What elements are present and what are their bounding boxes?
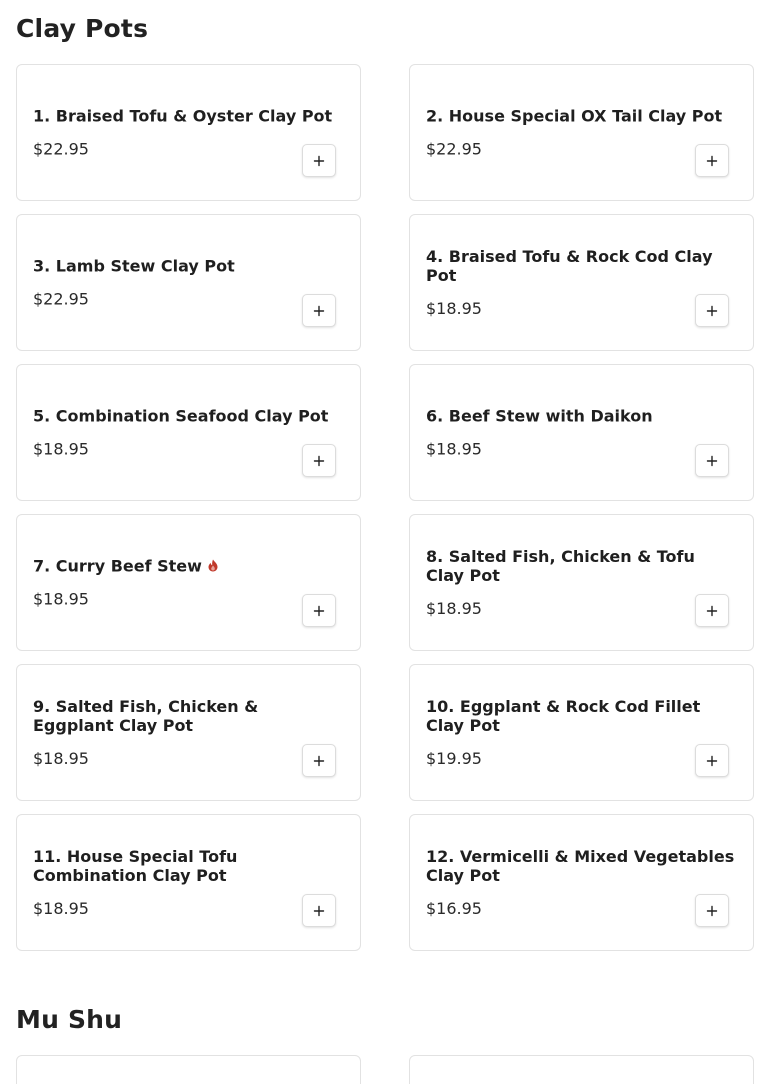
plus-icon (706, 305, 718, 317)
plus-icon (313, 605, 325, 617)
add-item-button[interactable] (302, 144, 336, 177)
menu-item-card[interactable] (409, 514, 754, 651)
menu-item-name-text: 4. Braised Tofu & Rock Cod Clay Pot (426, 246, 713, 285)
menu-item-name-text: 2. House Special OX Tail Clay Pot (426, 106, 723, 125)
chili-icon (206, 558, 220, 572)
menu-item-card[interactable] (409, 64, 754, 201)
menu-item-card[interactable] (16, 364, 361, 501)
menu-item-card[interactable] (409, 364, 754, 501)
add-item-button[interactable] (695, 294, 729, 327)
menu-item-card[interactable] (16, 514, 361, 651)
menu-item-name-text: 1. Braised Tofu & Oyster Clay Pot (33, 106, 333, 125)
add-item-button[interactable] (695, 894, 729, 927)
menu-item-card[interactable] (16, 214, 361, 351)
menu-item-price: $18.95 (33, 589, 89, 608)
menu-item-name (33, 556, 344, 575)
menu-item-name (426, 847, 737, 885)
clay-pots-grid (16, 64, 754, 951)
menu-item-price: $22.95 (33, 289, 89, 308)
add-item-button[interactable] (302, 294, 336, 327)
plus-icon (313, 905, 325, 917)
add-item-button[interactable] (695, 444, 729, 477)
menu-item-body (33, 106, 344, 159)
menu-item-name (426, 106, 737, 125)
menu-item-card[interactable] (16, 1055, 361, 1084)
add-item-button[interactable] (695, 594, 729, 627)
add-item-button[interactable] (695, 744, 729, 777)
plus-icon (313, 305, 325, 317)
menu-item-name-text: 10. Eggplant & Rock Cod Fillet Clay Pot (426, 696, 701, 735)
plus-icon (313, 455, 325, 467)
menu-item-name (33, 847, 344, 885)
menu-item-card[interactable] (409, 814, 754, 951)
menu-item-name-text: 3. Lamb Stew Clay Pot (33, 256, 235, 275)
plus-icon (706, 455, 718, 467)
menu-item-card[interactable] (409, 1055, 754, 1084)
section-title-mu-shu: Mu Shu (16, 1005, 123, 1034)
menu-item-price: $18.95 (426, 439, 482, 458)
menu-item-body (426, 247, 737, 319)
menu-item-price: $18.95 (426, 298, 482, 318)
menu-item-name-text: 11. House Special Tofu Combination Clay Pot (33, 846, 238, 885)
menu-item-body (33, 847, 344, 919)
menu-item-name (426, 697, 737, 735)
menu-item-body (33, 406, 344, 459)
menu-item-name (33, 106, 344, 125)
menu-item-price: $22.95 (33, 139, 89, 158)
menu-item-price: $16.95 (426, 898, 482, 918)
menu-item-name (33, 256, 344, 275)
menu-item-name-text: 7. Curry Beef Stew (33, 556, 202, 575)
menu-item-name-text: 6. Beef Stew with Daikon (426, 406, 653, 425)
menu-item-body (426, 547, 737, 619)
add-item-button[interactable] (695, 144, 729, 177)
plus-icon (313, 155, 325, 167)
menu-item-price: $18.95 (33, 748, 89, 768)
menu-item-price: $18.95 (33, 898, 89, 918)
menu-item-name (426, 406, 737, 425)
menu-item-name-text: 12. Vermicelli & Mixed Vegetables Clay Pot (426, 846, 735, 885)
add-item-button[interactable] (302, 594, 336, 627)
add-item-button[interactable] (302, 744, 336, 777)
menu-item-body (33, 697, 344, 769)
plus-icon (706, 905, 718, 917)
plus-icon (706, 155, 718, 167)
menu-item-body (33, 256, 344, 309)
plus-icon (706, 755, 718, 767)
menu-item-name-text: 8. Salted Fish, Chicken & Tofu Clay Pot (426, 546, 695, 585)
menu-item-name-text: 9. Salted Fish, Chicken & Eggplant Clay Pot (33, 696, 259, 735)
menu-item-name-text: 5. Combination Seafood Clay Pot (33, 406, 329, 425)
menu-item-name (426, 547, 737, 585)
menu-item-body (426, 406, 737, 459)
menu-item-body (426, 847, 737, 919)
menu-item-card[interactable] (409, 214, 754, 351)
plus-icon (706, 605, 718, 617)
menu-item-name (33, 697, 344, 735)
section-title-clay-pots: Clay Pots (16, 14, 149, 43)
menu-item-card[interactable] (16, 664, 361, 801)
menu-item-card[interactable] (16, 814, 361, 951)
menu-item-price: $18.95 (426, 598, 482, 618)
menu-item-price: $22.95 (426, 139, 482, 158)
menu-item-body (426, 106, 737, 159)
menu-item-price: $19.95 (426, 748, 482, 768)
menu-item-card[interactable] (16, 64, 361, 201)
add-item-button[interactable] (302, 894, 336, 927)
plus-icon (313, 755, 325, 767)
menu-item-name (33, 406, 344, 425)
menu-item-body (33, 556, 344, 609)
add-item-button[interactable] (302, 444, 336, 477)
menu-item-body (426, 697, 737, 769)
menu-item-price: $18.95 (33, 439, 89, 458)
menu-item-name (426, 247, 737, 285)
menu-item-card[interactable] (409, 664, 754, 801)
